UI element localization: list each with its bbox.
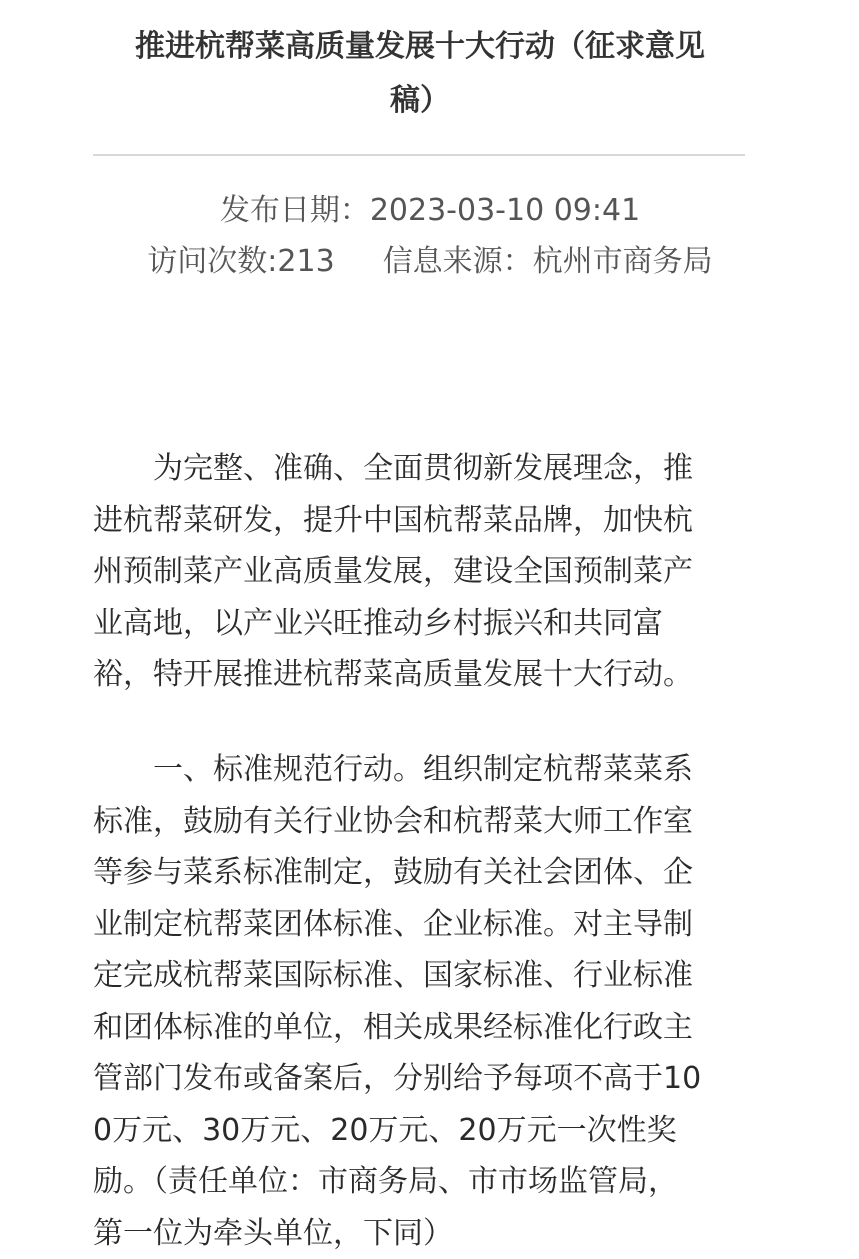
publish-date-value: 2023-03-10 09:41	[369, 193, 641, 228]
visit-count-label: 访问次数:	[147, 244, 278, 279]
paragraph-intro: 为完整、准确、全面贯彻新发展理念，推 进杭帮菜研发，提升中国杭帮菜品牌，加快杭 州预制菜产业高质量发展，建设全国预制菜产 业高地，以产业兴旺推动乡村振兴和共同富 裕，特开展推进杭帮菜高质量发展十大行动。	[93, 451, 693, 692]
info-source-label: 信息来源：	[382, 244, 533, 279]
title-divider	[93, 154, 745, 156]
publish-date-label: 发布日期：	[219, 193, 370, 228]
title-text: 推进杭帮菜高质量发展十大行动（征求意见 稿）	[135, 29, 705, 118]
visit-count-value: 213	[277, 244, 335, 279]
meta-info-row	[60, 242, 800, 282]
info-source-value: 杭州市商务局	[532, 244, 713, 279]
article-title	[95, 20, 745, 128]
publish-date	[60, 191, 800, 231]
paragraph-standards-action: 一、标准规范行动。组织制定杭帮菜菜系 标准，鼓励有关行业协会和杭帮菜大师工作室 等参与菜系标准制定，鼓励有关社会团体、企 业制定杭帮菜团体标准、企业标准。对主导制 定完成杭帮菜国际标准、国家标准、行业标准 和团体标准的单位，相关成果经标准化行政主 管部门发布或备案后，分别给予每项不高于10 0万元、30万元、20万元、20万元一次性奖 励。（责任单位：市商务局、市市场监管局， 第一位为牵头单位，下同）	[93, 752, 702, 1251]
